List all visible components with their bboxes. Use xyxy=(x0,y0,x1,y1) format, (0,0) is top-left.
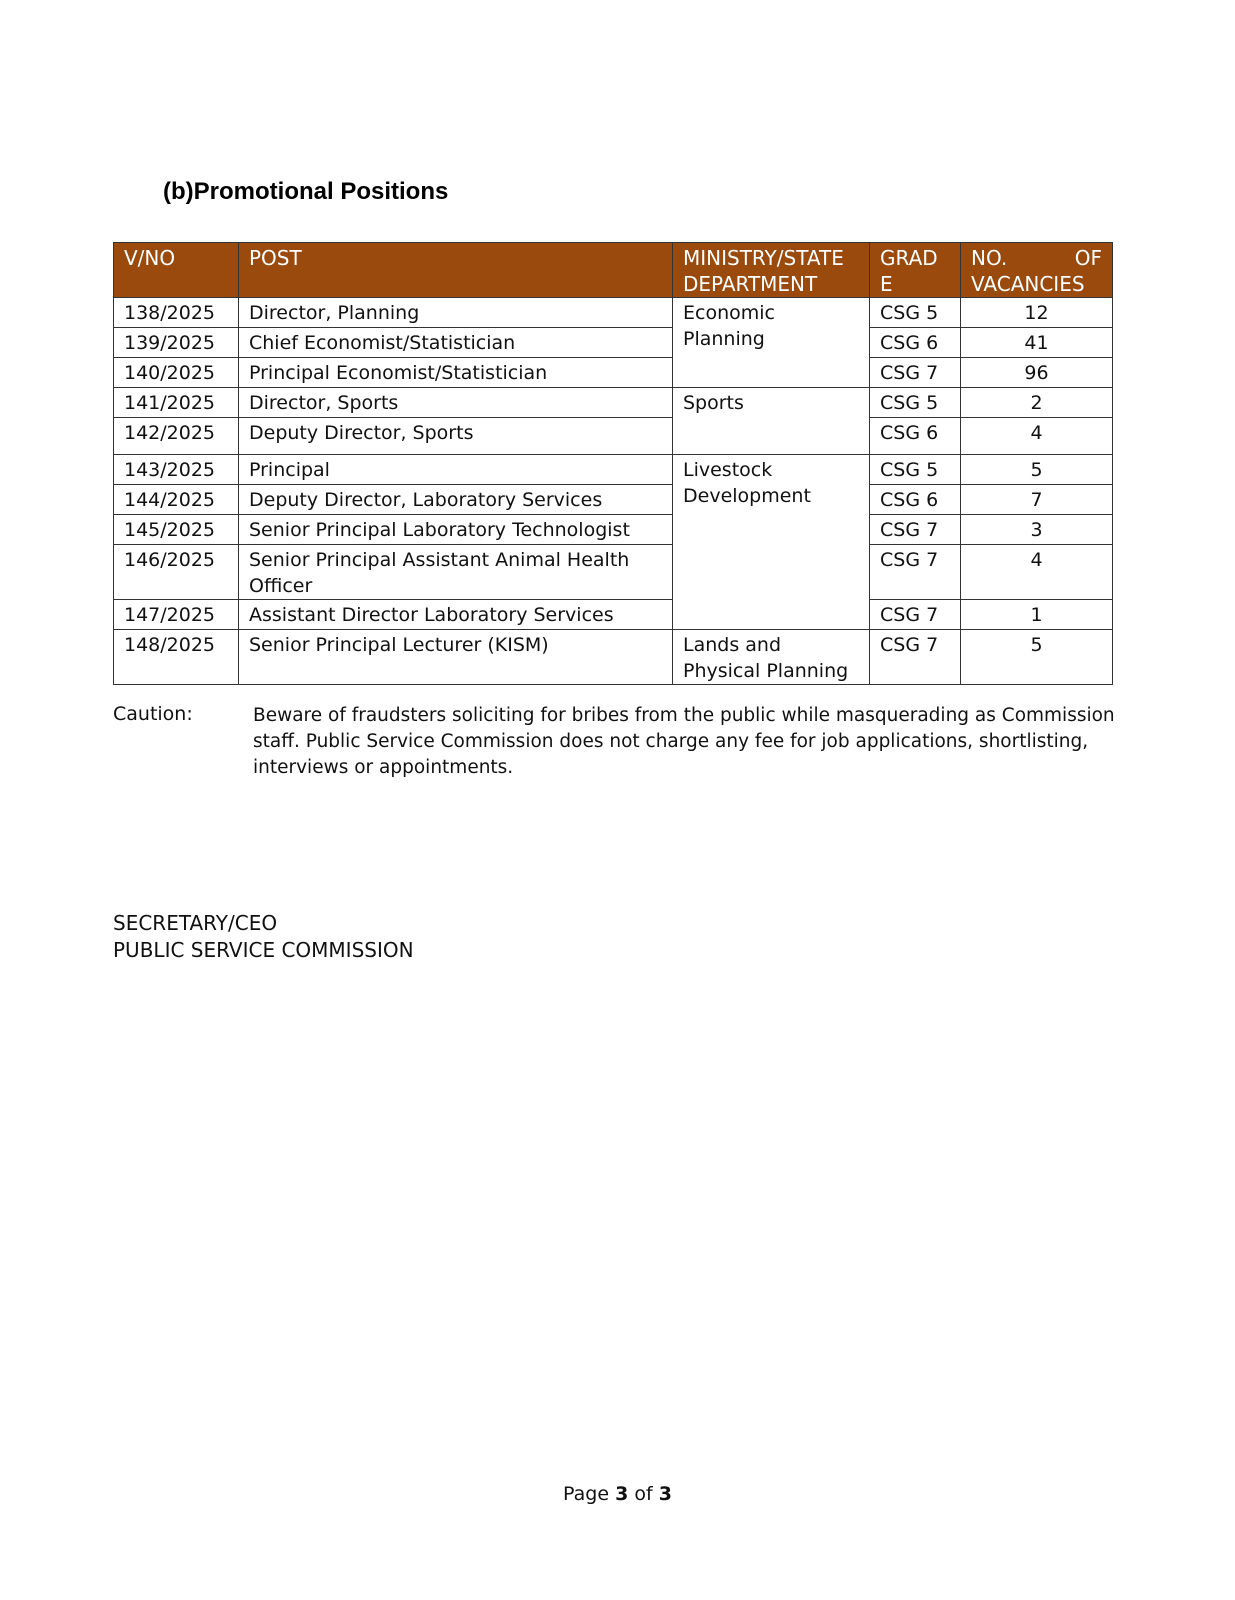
header-vacancies-word: VACANCIES xyxy=(971,272,1085,296)
signature-organization: PUBLIC SERVICE COMMISSION xyxy=(113,938,414,962)
table-row xyxy=(114,630,1113,685)
table-row xyxy=(114,298,1113,328)
cell-post: Director, Sports xyxy=(239,388,673,418)
cell-post: Chief Economist/Statistician xyxy=(239,328,673,358)
header-vacancies xyxy=(961,243,1113,298)
cell-vacancies: 12 xyxy=(961,298,1113,328)
cell-grade: CSG 7 xyxy=(870,630,961,685)
page-of: of xyxy=(634,1483,653,1505)
table-row xyxy=(114,515,1113,545)
cell-vno: 140/2025 xyxy=(114,358,239,388)
cell-vno: 144/2025 xyxy=(114,485,239,515)
header-grade: GRADE xyxy=(870,243,961,298)
caution-text: Beware of fraudsters soliciting for bribes from the public while masquerading as Commission staff. Public Service Commission does not charge any fee for job applications, shortlisting, interviews or appointments. xyxy=(253,705,1115,778)
cell-grade: CSG 5 xyxy=(870,298,961,328)
cell-vacancies: 7 xyxy=(961,485,1113,515)
cell-vno: 141/2025 xyxy=(114,388,239,418)
cell-grade: CSG 7 xyxy=(870,600,961,630)
section-heading: (b)Promotional Positions xyxy=(163,178,449,205)
cell-grade: CSG 6 xyxy=(870,328,961,358)
table-row xyxy=(114,545,1113,600)
cell-vacancies: 5 xyxy=(961,455,1113,485)
cell-grade: CSG 5 xyxy=(870,388,961,418)
page-total: 3 xyxy=(658,1483,672,1505)
cell-vacancies: 1 xyxy=(961,600,1113,630)
page-current: 3 xyxy=(615,1483,629,1505)
cell-grade: CSG 7 xyxy=(870,545,961,600)
header-vno: V/NO xyxy=(114,243,239,298)
cell-grade: CSG 6 xyxy=(870,418,961,455)
cell-vacancies: 2 xyxy=(961,388,1113,418)
cell-ministry: Economic Planning xyxy=(673,298,870,388)
cell-post: Senior Principal Assistant Animal Health Officer xyxy=(239,545,673,600)
cell-vacancies: 96 xyxy=(961,358,1113,388)
cell-ministry: Lands and Physical Planning xyxy=(673,630,870,685)
cell-vacancies: 5 xyxy=(961,630,1113,685)
cell-vno: 143/2025 xyxy=(114,455,239,485)
table-row xyxy=(114,328,1113,358)
caution-label: Caution: xyxy=(113,703,193,725)
cell-vno: 145/2025 xyxy=(114,515,239,545)
cell-ministry: Livestock Development xyxy=(673,455,870,630)
cell-vacancies: 4 xyxy=(961,418,1113,455)
cell-ministry: Sports xyxy=(673,388,870,455)
cell-vno: 147/2025 xyxy=(114,600,239,630)
cell-vno: 148/2025 xyxy=(114,630,239,685)
table-row xyxy=(114,388,1113,418)
header-vacancies-no: NO. xyxy=(971,246,1008,270)
cell-vno: 138/2025 xyxy=(114,298,239,328)
table-row xyxy=(114,485,1113,515)
page-number xyxy=(0,1483,1235,1505)
cell-post: Principal Economist/Statistician xyxy=(239,358,673,388)
cell-grade: CSG 5 xyxy=(870,455,961,485)
cell-grade: CSG 7 xyxy=(870,358,961,388)
table-row xyxy=(114,418,1113,455)
table-row xyxy=(114,600,1113,630)
cell-vno: 142/2025 xyxy=(114,418,239,455)
cell-post: Assistant Director Laboratory Services xyxy=(239,600,673,630)
cell-vacancies: 4 xyxy=(961,545,1113,600)
cell-post: Senior Principal Laboratory Technologist xyxy=(239,515,673,545)
vacancies-table xyxy=(113,242,1113,685)
table-row xyxy=(114,455,1113,485)
cell-post: Deputy Director, Laboratory Services xyxy=(239,485,673,515)
cell-post: Principal xyxy=(239,455,673,485)
cell-grade: CSG 7 xyxy=(870,515,961,545)
signature-title: SECRETARY/CEO xyxy=(113,911,278,935)
cell-vno: 146/2025 xyxy=(114,545,239,600)
table-header-row xyxy=(114,243,1113,298)
header-vacancies-of: OF xyxy=(1074,246,1102,270)
cell-vno: 139/2025 xyxy=(114,328,239,358)
header-post: POST xyxy=(239,243,673,298)
cell-post: Director, Planning xyxy=(239,298,673,328)
cell-vacancies: 41 xyxy=(961,328,1113,358)
cell-grade: CSG 6 xyxy=(870,485,961,515)
cell-post: Senior Principal Lecturer (KISM) xyxy=(239,630,673,685)
cell-post: Deputy Director, Sports xyxy=(239,418,673,455)
cell-vacancies: 3 xyxy=(961,515,1113,545)
page-prefix: Page xyxy=(563,1483,610,1505)
header-ministry: MINISTRY/STATE DEPARTMENT xyxy=(673,243,870,298)
table-row xyxy=(114,358,1113,388)
